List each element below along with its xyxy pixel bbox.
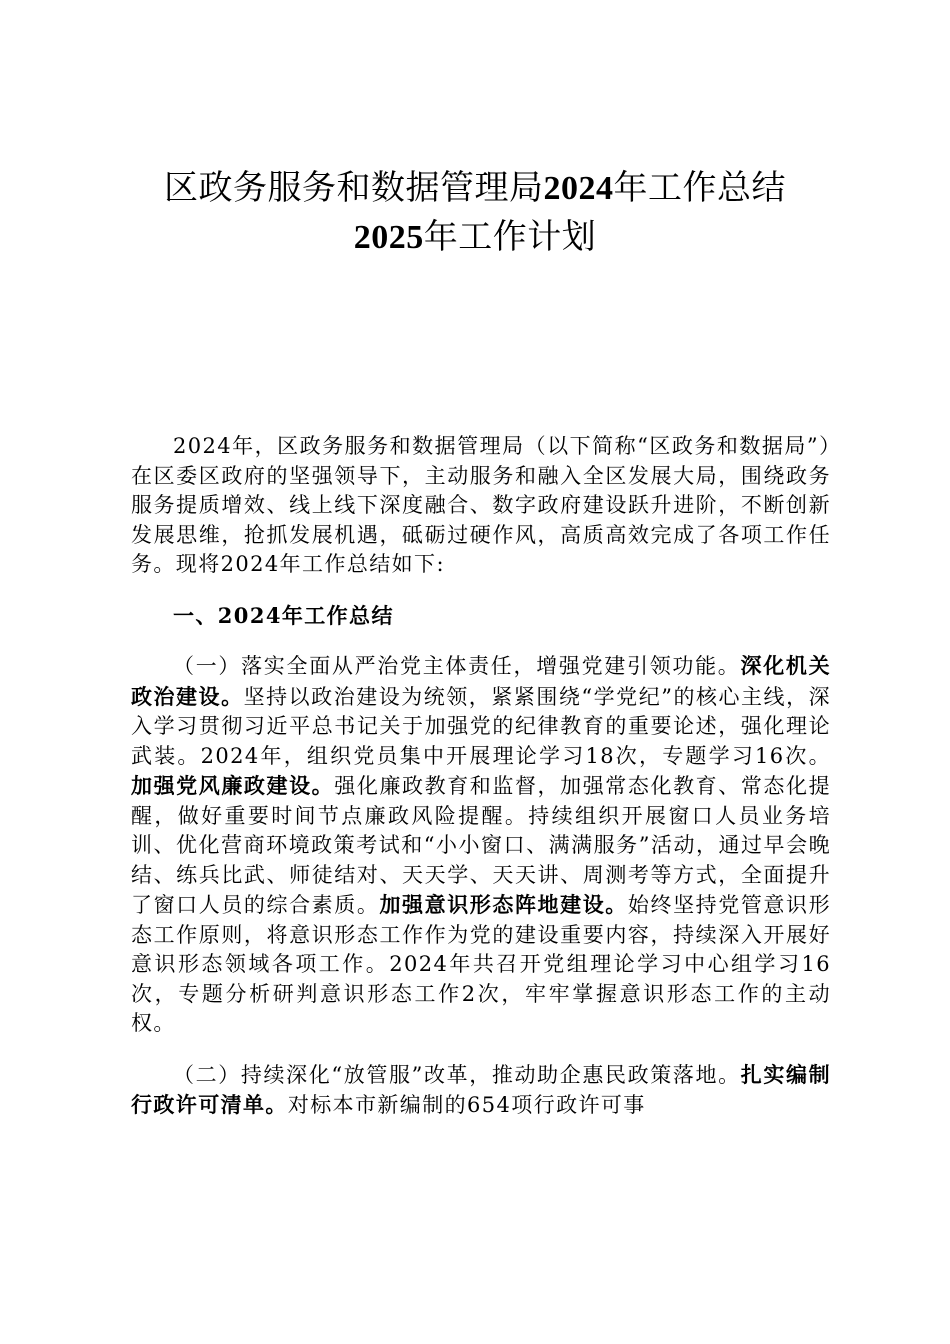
title-line-2-year: 2025 xyxy=(353,219,424,256)
title-line-2 xyxy=(0,213,950,262)
paragraph-1 xyxy=(131,651,831,1039)
title-line-1-prefix: 区政务服务和数据管理局 xyxy=(164,168,544,208)
paragraph-2-lead: （二）持续深化“放管服”改革，推动助企惠民政策落地。 xyxy=(173,1062,741,1087)
intro-paragraph: 2024年，区政务服务和数据管理局（以下简称“区政务和数据局”）在区委区政府的坚强领导下，主动服务和融入全区发展大局，围绕政务服务提质增效、线上线下深度融合、数字政府建设跃升进阶，不断创新发展思维，抢抓发展机遇，砥砺过硬作风，高质高效完成了各项工作任务。现将2024年工作总结如下: xyxy=(131,434,831,576)
document-body xyxy=(131,432,831,1121)
paragraph-1-lead: （一）落实全面从严治党主体责任，增强党建引领功能。 xyxy=(173,654,741,678)
paragraph-2 xyxy=(131,1060,831,1121)
paragraph-1-bold-2: 加强党风廉政建设。 xyxy=(131,773,335,798)
title-line-2-suffix: 年工作计划 xyxy=(423,217,597,257)
paragraph-2-text-1: 对标本市新编制的654项行政许可事 xyxy=(287,1093,646,1117)
title-line-1 xyxy=(0,164,950,213)
section-heading: 一、2024年工作总结 xyxy=(173,602,394,628)
title-line-1-year: 2024 xyxy=(543,170,614,207)
paragraph-2-bold-1: 扎实编制行政许可清单。 xyxy=(131,1061,831,1117)
paragraph-1-text-1: 坚持以政治建设为统领，紧紧围绕“学党纪”的核心主线，深入学习贯彻习近平总书记关于加强党的纪律教育的重要论述，强化理论武装。2024年，组织党员集中开展理论学习18次，专题学习16次。 xyxy=(131,684,831,768)
title-line-1-suffix: 年工作总结 xyxy=(613,168,786,208)
paragraph-1-bold-3: 加强意识形态阵地建设。 xyxy=(379,892,628,917)
paragraph-1-bold-1: 深化机关政治建设。 xyxy=(131,653,831,709)
paragraph-1-text-2: 强化廉政教育和监督，加强常态化教育、常态化提醒，做好重要时间节点廉政风险提醒。持续组织开展窗口人员业务培训、优化营商环境政策考试和“小小窗口、满满服务”活动，通过早会晚结、练兵比武、师徒结对、天天学、天天讲、周测考等方式，全面提升了窗口人员的综合素质。 xyxy=(131,774,831,917)
paragraph-1-text-3: 始终坚持党管意识形态工作原则，将意识形态工作作为党的建设重要内容，持续深入开展好意识形态领域各项工作。2024年共召开党组理论学习中心组学习16次，专题分析研判意识形态工作2次，牢牢掌握意识形态工作的主动权。 xyxy=(131,893,831,1035)
document-title xyxy=(0,164,950,262)
